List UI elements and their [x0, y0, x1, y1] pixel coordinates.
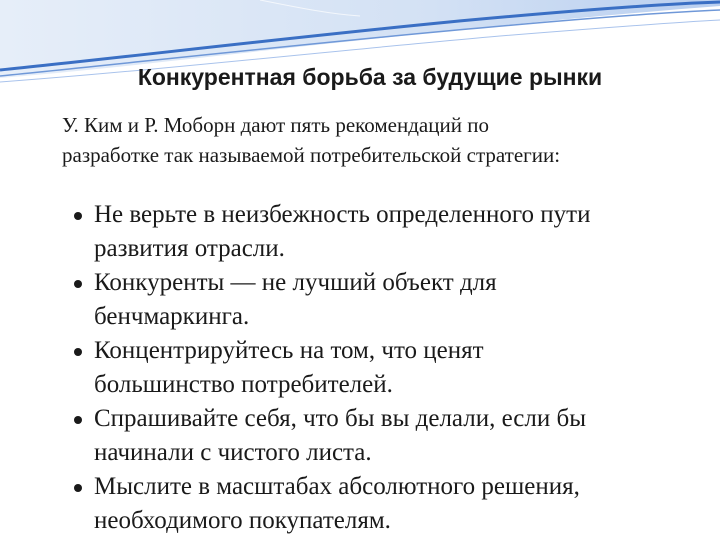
- list-item: [74, 266, 704, 334]
- list-item-line: начинали с чистого листа.: [94, 439, 372, 466]
- slide-title: Конкурентная борьба за будущие рынки: [137, 64, 603, 90]
- recommendation-list: [74, 198, 704, 538]
- list-item: [74, 402, 704, 470]
- intro-line: У. Ким и Р. Моборн дают пять рекомендаций по: [62, 113, 489, 137]
- intro-paragraph: [62, 110, 702, 170]
- list-item-line: большинство потребителей.: [94, 371, 393, 398]
- list-item-line: необходимого покупателям.: [94, 507, 391, 534]
- bullet-icon: [74, 280, 82, 288]
- bullet-icon: [74, 348, 82, 356]
- bullet-icon: [74, 416, 82, 424]
- list-item-line: Спрашивайте себя, что бы вы делали, если бы: [94, 405, 587, 432]
- list-item-line: бенчмаркинга.: [94, 303, 250, 330]
- list-item-line: Мыслите в масштабах абсолютного решения,: [94, 473, 580, 500]
- bullet-icon: [74, 484, 82, 492]
- list-item-line: развития отрасли.: [94, 235, 285, 262]
- list-item: [74, 198, 704, 266]
- bullet-icon: [74, 212, 82, 220]
- intro-line: разработке так называемой потребительской стратегии:: [62, 143, 561, 167]
- list-item-line: Концентрируйтесь на том, что ценят: [94, 337, 484, 364]
- list-item-line: Не верьте в неизбежность определенного пути: [94, 201, 591, 228]
- list-item: [74, 470, 704, 538]
- list-item: [74, 334, 704, 402]
- list-item-line: Конкуренты — не лучший объект для: [94, 269, 497, 296]
